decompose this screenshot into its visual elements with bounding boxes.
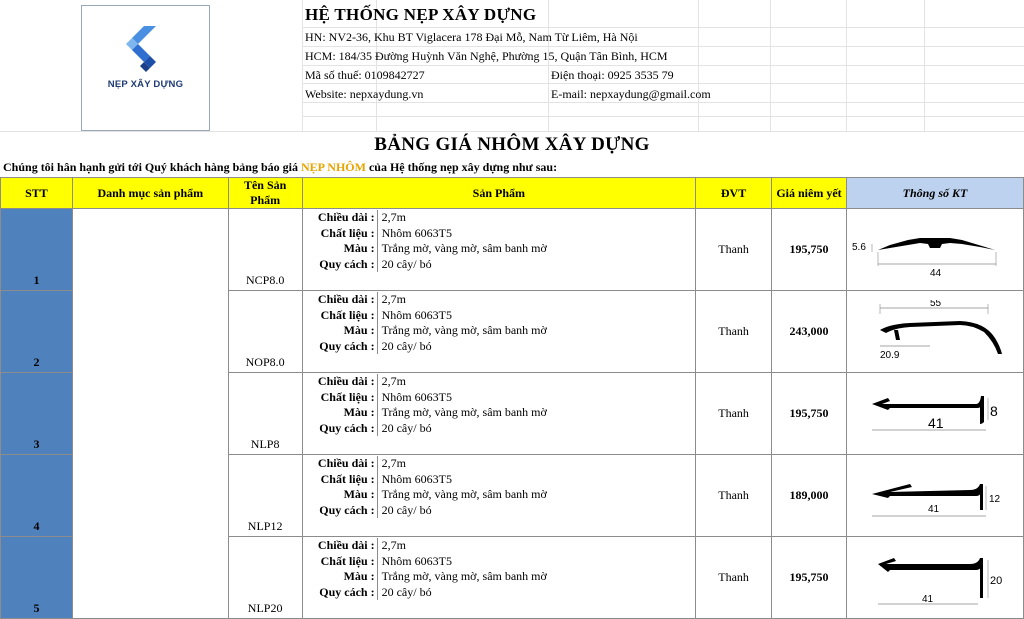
grid-line (302, 27, 1024, 28)
dim-label: 44 (929, 267, 942, 278)
intro-text (3, 160, 557, 175)
intro-before: Chúng tôi hân hạnh gửi tới Quý khách hàng bảng báo giá (3, 160, 301, 174)
value-length: 2,7m (377, 374, 406, 390)
dim-label: 55 (929, 299, 942, 309)
email-link[interactable]: E-mail: nepxaydung@gmail.com (551, 87, 711, 101)
cell-unit: Thanh (696, 291, 772, 373)
profile-drawing (850, 382, 1020, 442)
company-logo (81, 5, 210, 131)
dim-label: 20 (989, 574, 1003, 587)
cell-price: 195,750 (772, 373, 847, 455)
label-length: Chiều dài : (317, 292, 375, 306)
cell-stt: 2 (1, 291, 73, 373)
label-pack: Quy cách : (319, 584, 375, 599)
address-hcm: HCM: 184/35 Đường Huỳnh Văn Nghệ, Phường 15, Quận Tân Bình, HCM (305, 49, 668, 63)
value-color: Trắng mờ, vàng mờ, sâm banh mờ (377, 487, 547, 503)
cell-spec-drawing (846, 209, 1023, 291)
header-stt: STT (1, 178, 73, 209)
value-length: 2,7m (377, 456, 406, 472)
cell-price: 195,750 (772, 537, 847, 619)
company-name: HỆ THỐNG NẸP XÂY DỰNG (305, 5, 537, 24)
header-name: Tên Sản Phẩm (228, 178, 302, 209)
header-price: Giá niêm yết (772, 178, 847, 209)
label-color: Màu : (343, 405, 375, 420)
label-length: Chiều dài : (317, 210, 375, 224)
cell-unit: Thanh (696, 209, 772, 291)
table-header-row (1, 178, 1024, 209)
tax-code: Mã số thuế: 0109842727 (305, 68, 425, 82)
value-material: Nhôm 6063T5 (377, 308, 452, 324)
cell-product-name: NCP8.0 (228, 209, 302, 291)
cell-spec-drawing (846, 291, 1023, 373)
label-pack: Quy cách : (319, 338, 375, 353)
dim-label: 41 (927, 503, 940, 515)
cell-product-name: NLP12 (228, 455, 302, 537)
label-color: Màu : (343, 323, 375, 338)
cell-stt: 4 (1, 455, 73, 537)
cell-product-name: NLP20 (228, 537, 302, 619)
value-pack: 20 cây/ bó (377, 503, 432, 519)
cell-description (302, 537, 696, 619)
value-material: Nhôm 6063T5 (377, 390, 452, 406)
logo-mark-icon (122, 24, 168, 74)
label-pack: Quy cách : (319, 502, 375, 517)
grid-line (302, 65, 1024, 66)
dim-label: 41 (921, 593, 934, 605)
label-material: Chất liệu : (320, 225, 375, 240)
profile-drawing (850, 218, 1020, 278)
value-length: 2,7m (377, 538, 406, 554)
intro-highlight: NẸP NHÔM (300, 160, 366, 174)
label-color: Màu : (343, 241, 375, 256)
label-length: Chiều dài : (317, 374, 375, 388)
value-material: Nhôm 6063T5 (377, 472, 452, 488)
dim-label: 5.6 (851, 241, 866, 253)
cell-spec-drawing (846, 537, 1023, 619)
label-material: Chất liệu : (320, 471, 375, 486)
dim-label: 8 (989, 402, 998, 419)
cell-unit: Thanh (696, 455, 772, 537)
header-product: Sản Phẩm (302, 178, 696, 209)
grid-line (302, 46, 1024, 47)
value-length: 2,7m (377, 292, 406, 308)
cell-price: 195,750 (772, 209, 847, 291)
intro-after: của Hệ thống nẹp xây dựng như sau: (365, 160, 558, 174)
grid-line (924, 0, 925, 132)
page-title: BẢNG GIÁ NHÔM XÂY DỰNG (374, 134, 650, 155)
cell-stt: 1 (1, 209, 73, 291)
cell-unit: Thanh (696, 537, 772, 619)
cell-price: 243,000 (772, 291, 847, 373)
label-material: Chất liệu : (320, 389, 375, 404)
price-table (0, 177, 1024, 619)
header-unit: ĐVT (696, 178, 772, 209)
label-length: Chiều dài : (317, 538, 375, 552)
profile-drawing (850, 300, 1020, 360)
profile-drawing (850, 546, 1020, 606)
value-pack: 20 cây/ bó (377, 421, 432, 437)
grid-line (846, 0, 847, 132)
label-color: Màu : (343, 487, 375, 502)
profile-drawing (850, 464, 1020, 524)
cell-description (302, 455, 696, 537)
label-material: Chất liệu : (320, 307, 375, 322)
value-color: Trắng mờ, vàng mờ, sâm banh mờ (377, 241, 547, 257)
phone: Điện thoại: 0925 3535 79 (551, 68, 674, 82)
grid-line (302, 116, 1024, 117)
cell-description (302, 373, 696, 455)
cell-stt: 5 (1, 537, 73, 619)
cell-spec-drawing (846, 455, 1023, 537)
label-pack: Quy cách : (319, 256, 375, 271)
value-length: 2,7m (377, 210, 406, 226)
label-color: Màu : (343, 569, 375, 584)
label-material: Chất liệu : (320, 553, 375, 568)
cell-category (72, 209, 228, 619)
grid-line (302, 102, 1024, 103)
cell-product-name: NOP8.0 (228, 291, 302, 373)
label-length: Chiều dài : (317, 456, 375, 470)
value-material: Nhôm 6063T5 (377, 554, 452, 570)
label-pack: Quy cách : (319, 420, 375, 435)
website-link[interactable]: Website: nepxaydung.vn (305, 87, 424, 101)
grid-line (548, 0, 549, 132)
logo-text: NẸP XÂY DỰNG (107, 79, 184, 90)
header-category: Danh mục sản phẩm (72, 178, 228, 209)
value-color: Trắng mờ, vàng mờ, sâm banh mờ (377, 569, 547, 585)
grid-line (302, 0, 303, 132)
grid-line (302, 83, 1024, 84)
grid-line (0, 131, 1024, 132)
dim-label: 12 (988, 493, 1001, 505)
value-pack: 20 cây/ bó (377, 339, 432, 355)
value-pack: 20 cây/ bó (377, 585, 432, 601)
cell-stt: 3 (1, 373, 73, 455)
table-row (1, 209, 1024, 291)
grid-line (698, 0, 699, 132)
cell-product-name: NLP8 (228, 373, 302, 455)
grid-line (770, 0, 771, 132)
header-spec: Thông số KT (846, 178, 1023, 209)
value-material: Nhôm 6063T5 (377, 226, 452, 242)
cell-spec-drawing (846, 373, 1023, 455)
dim-label: 20.9 (879, 349, 900, 360)
value-color: Trắng mờ, vàng mờ, sâm banh mờ (377, 405, 547, 421)
cell-description (302, 209, 696, 291)
cell-unit: Thanh (696, 373, 772, 455)
address-hn: HN: NV2-36, Khu BT Viglacera 178 Đại Mỗ, Nam Từ Liêm, Hà Nội (305, 30, 638, 44)
cell-description (302, 291, 696, 373)
cell-price: 189,000 (772, 455, 847, 537)
dim-label: 41 (927, 414, 944, 431)
value-color: Trắng mờ, vàng mờ, sâm banh mờ (377, 323, 547, 339)
value-pack: 20 cây/ bó (377, 257, 432, 273)
